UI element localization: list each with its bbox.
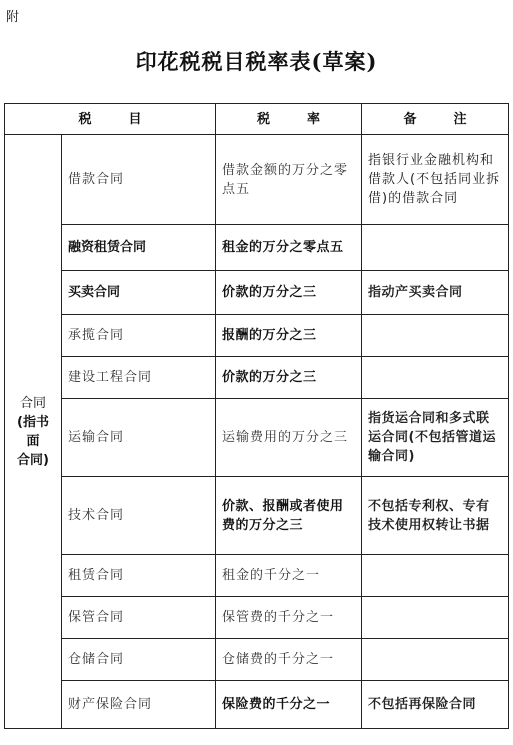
row-note [362,639,509,681]
row-rate: 价款、报酬或者使用费的万分之三 [216,477,362,555]
row-note: 不包括专利权、专有技术使用权转让书据 [362,477,509,555]
table-header-row [5,104,509,135]
table-row [5,477,509,555]
header-item: 税 目 [5,104,216,135]
row-note [362,555,509,597]
table-row [5,681,509,729]
table-row [5,271,509,315]
row-item: 仓储合同 [62,639,216,681]
row-rate: 报酬的万分之三 [216,315,362,357]
row-item: 买卖合同 [62,271,216,315]
row-item: 运输合同 [62,399,216,477]
row-item: 承揽合同 [62,315,216,357]
row-rate: 保管费的千分之一 [216,597,362,639]
row-note: 指银行业金融机构和借款人(不包括同业拆借)的借款合同 [362,135,509,225]
tax-rate-table [4,103,509,729]
row-item: 建设工程合同 [62,357,216,399]
row-item: 保管合同 [62,597,216,639]
header-note: 备 注 [362,104,509,135]
table-row [5,357,509,399]
page-title: 印花税税目税率表(草案) [135,49,378,74]
row-rate: 保险费的千分之一 [216,681,362,729]
table-row [5,135,509,225]
row-item: 租赁合同 [62,555,216,597]
row-item: 财产保险合同 [62,681,216,729]
row-item: 融资租赁合同 [62,225,216,271]
row-note [362,225,509,271]
header-rate: 税 率 [216,104,362,135]
category-line-1: 合同 [19,395,46,411]
row-item: 技术合同 [62,477,216,555]
row-note [362,597,509,639]
table-row [5,315,509,357]
table-row [5,597,509,639]
row-note: 指货运合同和多式联运合同(不包括管道运输合同) [362,399,509,477]
category-line-3: 合同) [17,452,49,468]
row-rate: 价款的万分之三 [216,357,362,399]
row-rate: 租金的千分之一 [216,555,362,597]
category-line-2: (指书面 [17,414,49,449]
annex-label: 附 [6,10,20,25]
row-rate: 借款金额的万分之零点五 [216,135,362,225]
table-row [5,225,509,271]
row-item: 借款合同 [62,135,216,225]
row-note: 指动产买卖合同 [362,271,509,315]
row-rate: 仓储费的千分之一 [216,639,362,681]
row-rate: 价款的万分之三 [216,271,362,315]
category-cell [5,135,62,729]
table-row [5,555,509,597]
row-note [362,315,509,357]
table-row [5,639,509,681]
row-rate: 运输费用的万分之三 [216,399,362,477]
row-note [362,357,509,399]
row-rate: 租金的万分之零点五 [216,225,362,271]
table-row [5,399,509,477]
row-note: 不包括再保险合同 [362,681,509,729]
